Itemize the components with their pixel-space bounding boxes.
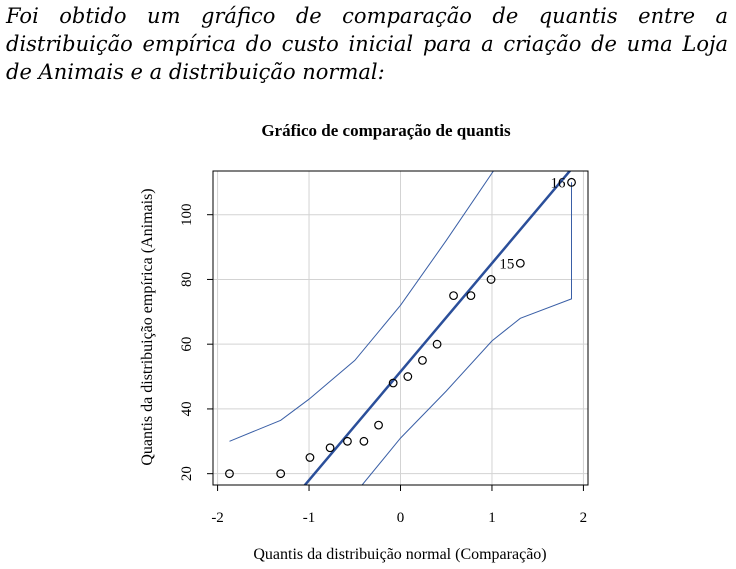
x-axis-label: Quantis da distribuição normal (Comparação) xyxy=(253,546,547,563)
data-point xyxy=(404,373,412,381)
y-tick-label: 60 xyxy=(179,336,195,352)
data-point xyxy=(467,292,475,300)
x-axis xyxy=(211,485,587,526)
data-point xyxy=(375,421,383,429)
data-point xyxy=(517,259,525,267)
y-axis xyxy=(179,203,213,481)
data-point xyxy=(450,292,458,300)
data-point xyxy=(360,437,368,445)
y-tick-label: 40 xyxy=(179,401,195,417)
data-point xyxy=(326,444,334,452)
point-labels xyxy=(499,175,566,272)
point-label: 16 xyxy=(550,175,566,192)
chart-title: Gráfico de comparação de quantis xyxy=(261,121,511,140)
intro-paragraph: Foi obtido um gráfico de comparação de quantis entre a distribuição empírica do custo inicial para a criação de uma Loja de Animais e a distribuição normal: xyxy=(6,4,728,84)
envelope-lower-line xyxy=(362,182,571,485)
y-tick-label: 80 xyxy=(179,271,195,287)
y-tick-label: 20 xyxy=(179,466,195,482)
data-point xyxy=(344,437,352,445)
y-axis-label: Quantis da distribuição empírica (Animais) xyxy=(139,188,156,466)
x-tick-label: -2 xyxy=(211,510,224,526)
x-tick-label: 0 xyxy=(396,510,405,526)
x-tick-label: -1 xyxy=(302,510,316,526)
x-tick-label: 2 xyxy=(579,510,588,526)
data-point xyxy=(419,357,427,365)
y-tick-label: 100 xyxy=(179,203,195,226)
x-tick-label: 1 xyxy=(488,510,496,526)
point-label: 15 xyxy=(499,256,515,273)
data-point xyxy=(306,454,314,462)
